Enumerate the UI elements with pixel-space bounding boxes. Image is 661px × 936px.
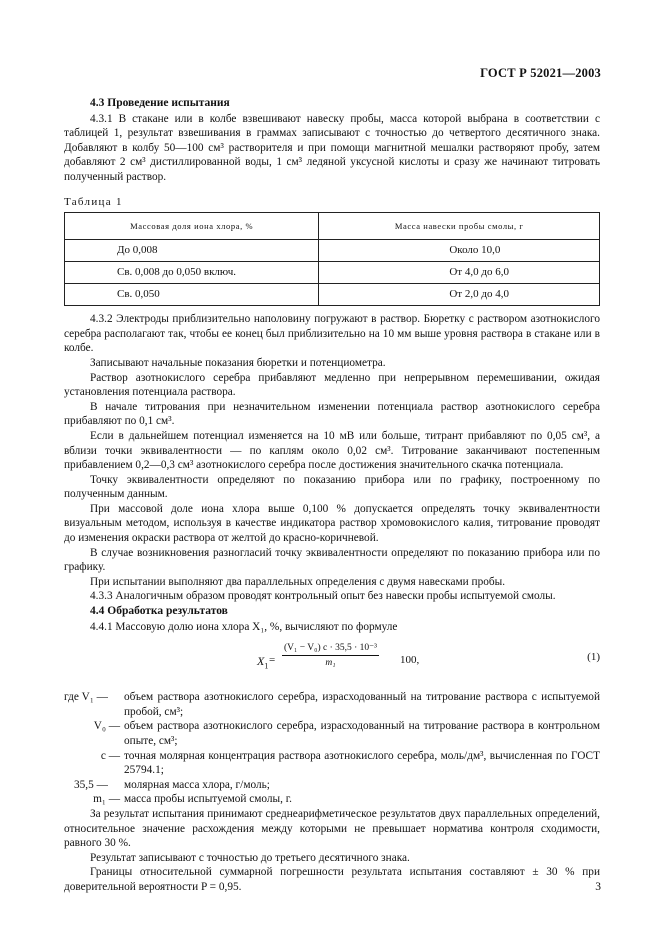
document-header: ГОСТ Р 52021—2003 bbox=[480, 66, 601, 80]
section-4-4-title: 4.4 Обработка результатов bbox=[90, 605, 228, 618]
table-cell: Св. 0,008 до 0,050 включ. bbox=[65, 262, 319, 284]
definition-text: молярная масса хлора, г/моль; bbox=[124, 778, 270, 791]
paragraph-4-3-1: 4.3.1 В стакане или в колбе взвешивают навеску пробы, масса которой выбрана в соответствии с таблицей 1, результат взвешивания в граммах записывают с точностью до четвертого десятичного знака. Добавляют в колбу 50—100 см³ растворителя и при помощи магнитной мешалки растворяют пробу, затем добавляют 2 см³ дистиллированной воды, 1 см³ ледяной уксусной кислоты и сразу же начинают титровать полученный раствор. bbox=[64, 112, 600, 183]
table-row bbox=[65, 240, 600, 262]
paragraph-4-3-2: 4.3.2 Электроды приблизительно наполовину погружают в раствор. Бюретку с раствором азотнокислого серебра располагают так, чтобы ее конец был приблизительно на 10 мм выше уровня раствора в стакане или в колбе. bbox=[64, 313, 600, 355]
definition-symbol: 35,5 — bbox=[74, 778, 108, 791]
paragraph: В начале титрования при незначительном изменении потенциала раствор азотнокислого серебра прибавляют по 0,1 см³. bbox=[64, 400, 600, 428]
formula-lhs bbox=[257, 654, 268, 674]
table-cell: Около 10,0 bbox=[319, 240, 600, 262]
definition-row bbox=[64, 690, 600, 719]
page-number: 3 bbox=[595, 881, 601, 893]
table-cell: От 4,0 до 6,0 bbox=[319, 262, 600, 284]
paragraph: Записывают начальные показания бюретки и потенциометра. bbox=[90, 356, 386, 369]
definition-text: точная молярная концентрация раствора азотнокислого серебра, моль/дм³, вычисленная по ГОСТ 25794.1; bbox=[124, 749, 600, 777]
page-content bbox=[64, 96, 600, 895]
definition-row bbox=[64, 749, 600, 778]
table-cell: От 2,0 до 4,0 bbox=[319, 284, 600, 306]
definition-text: объем раствора азотнокислого серебра, израсходованный на титрование раствора в контрольном опыте, см³; bbox=[124, 720, 600, 747]
table-header-cell: Массовая доля иона хлора, % bbox=[65, 213, 319, 240]
definition-symbol: c — bbox=[100, 749, 120, 762]
table-cell: До 0,008 bbox=[65, 240, 319, 262]
table-row bbox=[65, 262, 600, 284]
definition-symbol: где V₁ — bbox=[64, 691, 108, 704]
definition-symbol: V₀ — bbox=[93, 720, 120, 733]
table-1 bbox=[64, 212, 600, 306]
definition-row bbox=[64, 719, 600, 748]
formula-numerator: (V₁ − V₀) c · 35,5 · 10⁻³ bbox=[282, 642, 379, 656]
paragraph: За результат испытания принимают среднеарифметическое результатов двух параллельных определений, относительное значение расхождения между которыми не превышает норматива контроля сходимости, равного 30 %. bbox=[64, 807, 600, 850]
paragraph: В случае возникновения разногласий точку эквивалентности определяют по показанию прибора или по графику. bbox=[64, 546, 600, 574]
definition-text: масса пробы испытуемой смолы, г. bbox=[124, 793, 292, 806]
formula-lhs-symbol: X bbox=[257, 654, 265, 669]
paragraph: При массовой доле иона хлора выше 0,100 % допускается определять точку эквивалентности визуальным методом, используя в качестве индикатора раствор хромовокислого калия, титрование проводят до изменения окраски раствора от желтой до красно-коричневой. bbox=[64, 502, 600, 545]
definition-row bbox=[64, 778, 600, 793]
paragraph-4-4-1: 4.4.1 Массовую долю иона хлора X₁, %, вычисляют по формуле bbox=[90, 620, 398, 633]
section-4-3-title: 4.3 Проведение испытания bbox=[90, 97, 230, 109]
formula-lhs-subscript: 1 bbox=[264, 661, 269, 671]
definition-text: объем раствора азотнокислого серебра, израсходованный на титрование раствора с испытуемой пробой, см³; bbox=[124, 691, 600, 718]
definition-symbol: m₁ — bbox=[93, 793, 120, 806]
paragraph-4-3-3: 4.3.3 Аналогичным образом проводят контрольный опыт без навески пробы испытуемой смолы. bbox=[90, 590, 556, 603]
table-row bbox=[65, 284, 600, 306]
formula-denominator: m₁ bbox=[325, 658, 336, 669]
paragraph: При испытании выполняют два параллельных определения с двумя навесками пробы. bbox=[90, 575, 506, 588]
table-cell: Св. 0,050 bbox=[65, 284, 319, 306]
formula-equals: = bbox=[269, 654, 276, 667]
formula-number: (1) bbox=[587, 651, 600, 664]
formula-fraction bbox=[282, 642, 379, 670]
table-caption: Таблица 1 bbox=[64, 195, 123, 208]
definition-row bbox=[64, 792, 600, 807]
paragraph: Раствор азотнокислого серебра прибавляют медленно при непрерывном перемешивании, ожидая установления потенциала раствора. bbox=[64, 371, 600, 399]
formula-1 bbox=[64, 642, 600, 680]
table-header-row bbox=[65, 213, 600, 240]
paragraph: Результат записывают с точностью до третьего десятичного знака. bbox=[90, 851, 410, 864]
paragraph: Точку эквивалентности определяют по показанию прибора или по графику, построенному по полученным данным. bbox=[64, 473, 600, 501]
paragraph: Если в дальнейшем потенциал изменяется на 10 мВ или больше, титрант прибавляют по 0,05 см³, а вблизи точки эквивалентности — по каплям около 0,02 см³. Титрование заканчивают постепенным прибавлением 0,2—0,3 см³ азотнокислого серебра после достижения значительного скачка потенциала. bbox=[64, 429, 600, 472]
table-header-cell: Масса навески пробы смолы, г bbox=[319, 213, 600, 240]
variable-definitions bbox=[64, 690, 600, 807]
formula-tail: 100, bbox=[400, 654, 420, 667]
paragraph: Границы относительной суммарной погрешности результата испытания составляют ± 30 % при доверительной вероятности P = 0,95. bbox=[64, 866, 600, 893]
